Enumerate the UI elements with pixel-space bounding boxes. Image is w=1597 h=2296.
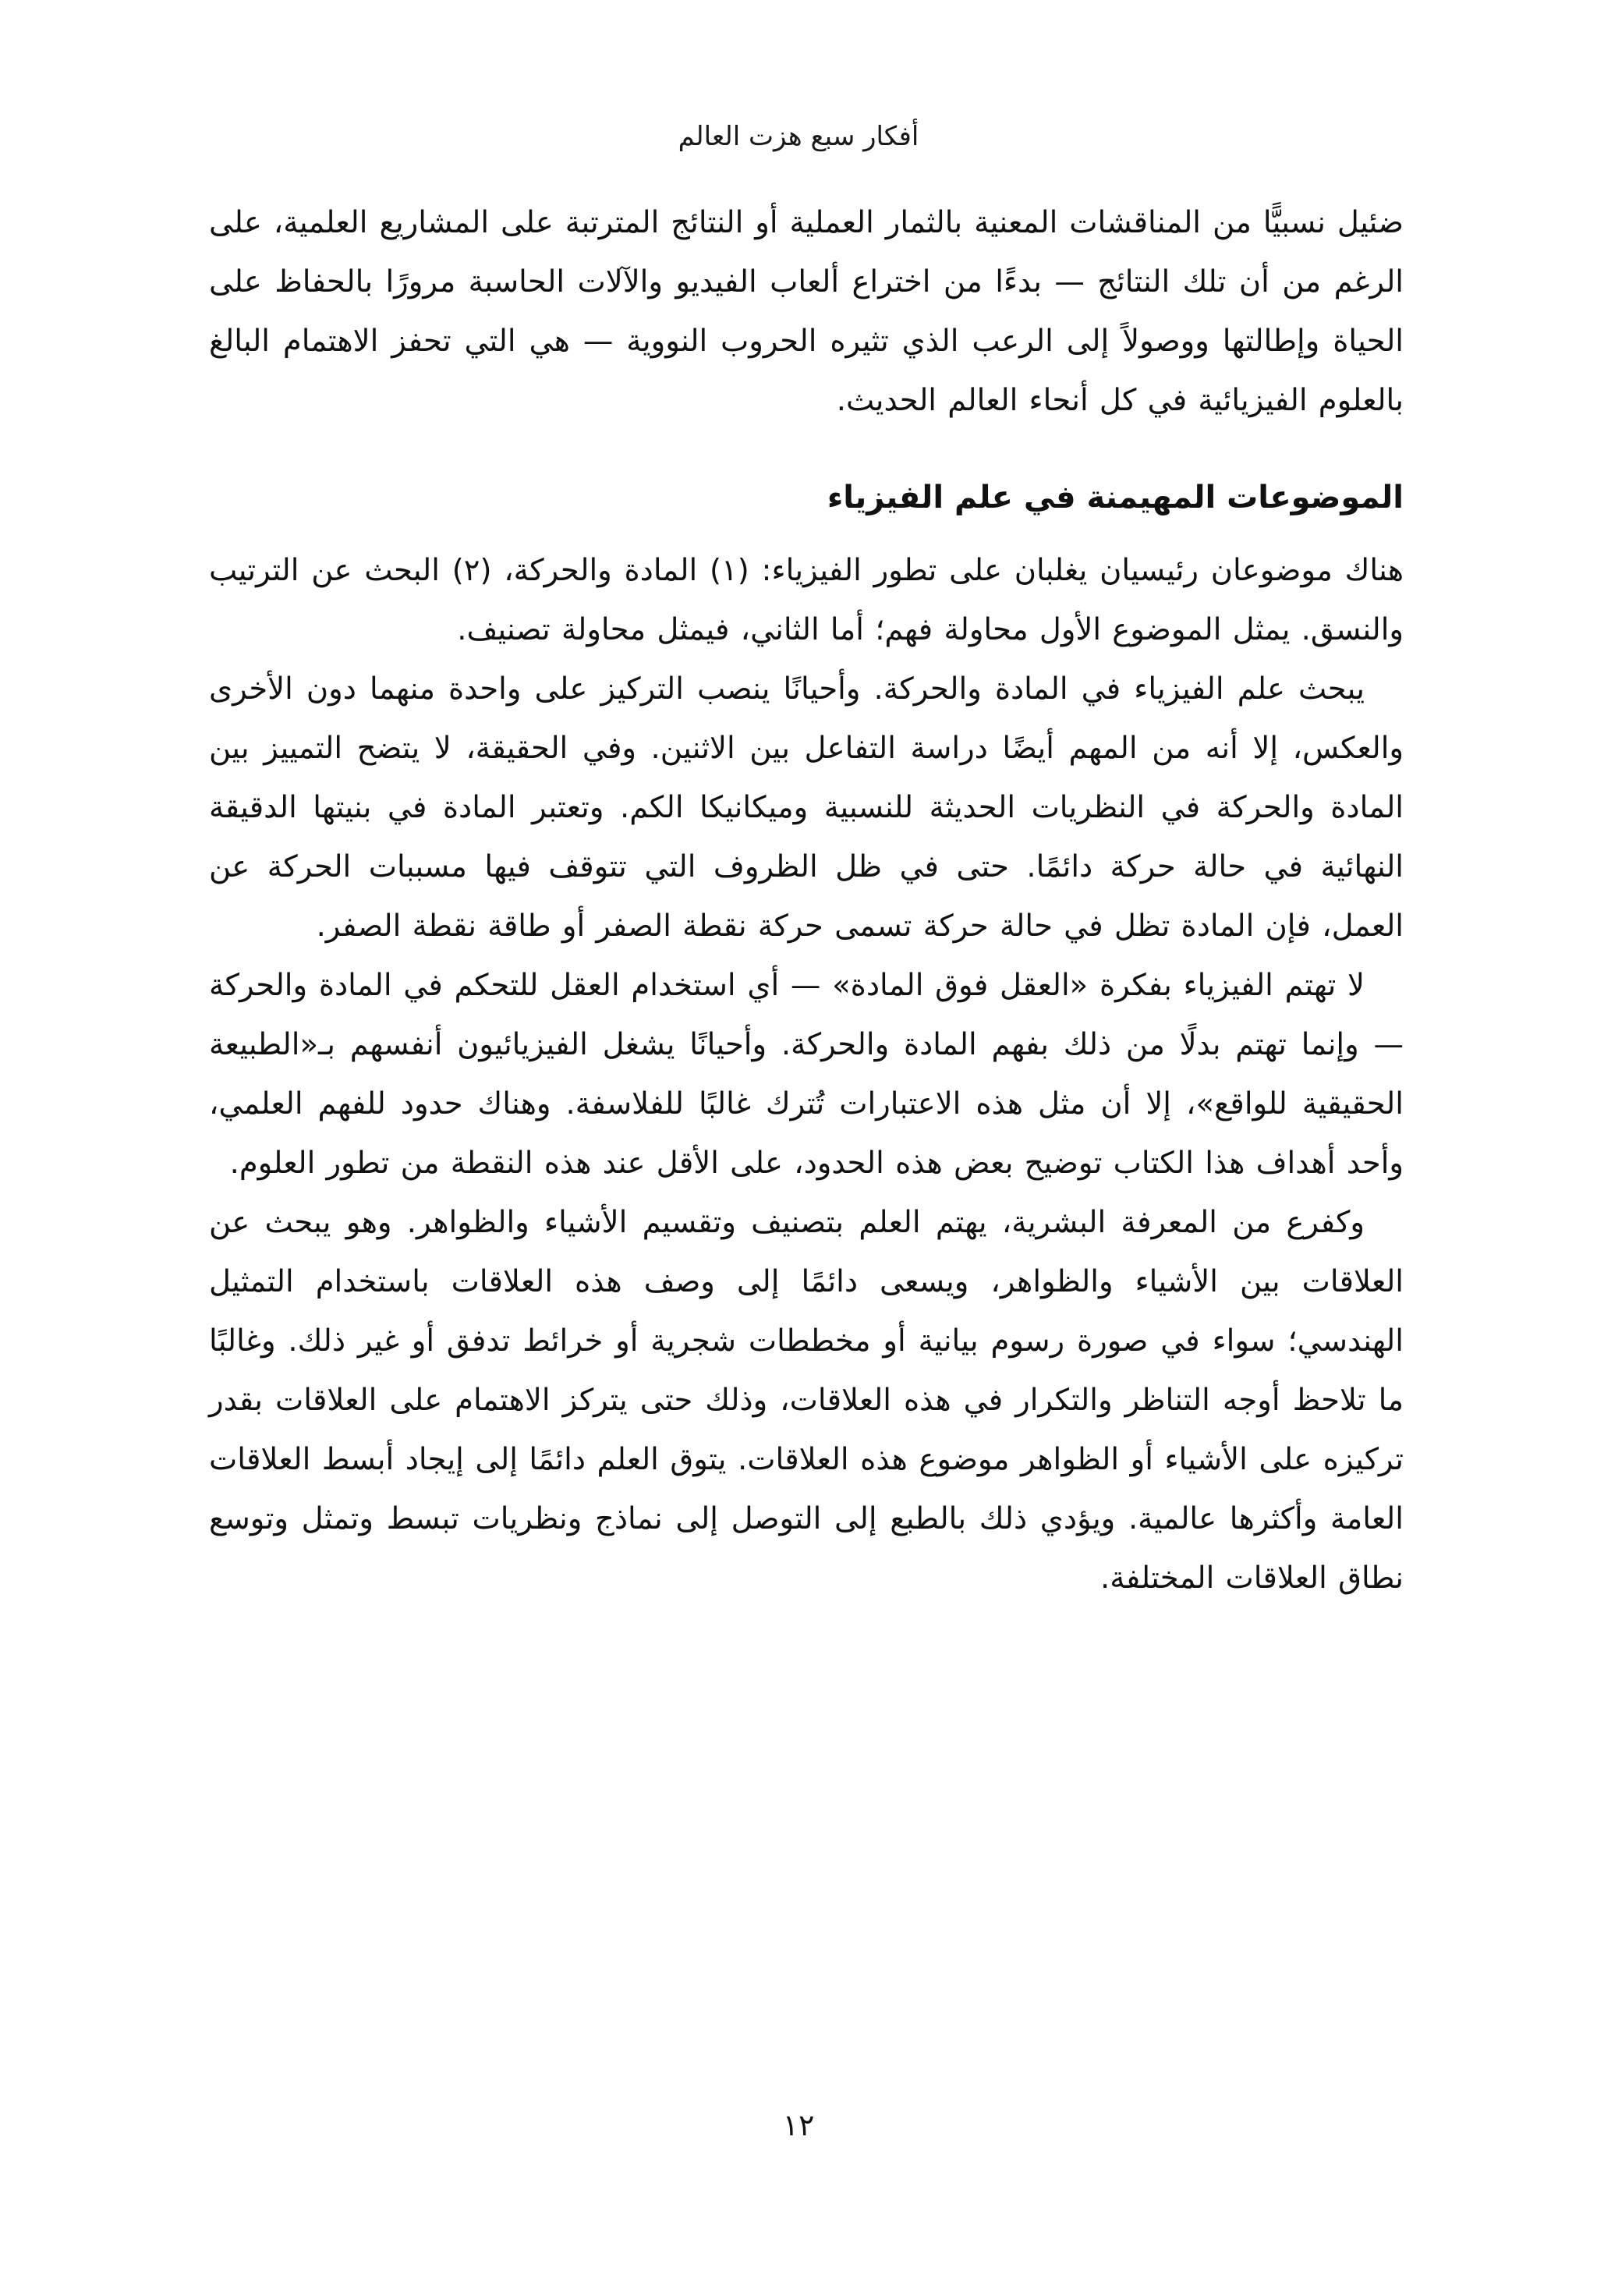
page-body [209, 193, 1404, 1608]
page-number: ١٢ [782, 2108, 815, 2142]
body-paragraph-continued: ضئيل نسبيًّا من المناقشات المعنية بالثمار العملية أو النتائج المترتبة على المشاريع العلمية، على الرغم من أن تلك النتائج — بدءًا من اختراع ألعاب الفيديو والآلات الحاسبة مرورًا بالحفاظ على الحياة وإطالتها ووصولاً إلى الرعب الذي تثيره الحروب النووية — هي التي تحفز الاهتمام البالغ بالعلوم الفيزيائية في كل أنحاء العالم الحديث. [209, 205, 1404, 418]
body-paragraph: يبحث علم الفيزياء في المادة والحركة. وأحيانًا ينصب التركيز على واحدة منهما دون الأخرى والعكس، إلا أنه من المهم أيضًا دراسة التفاعل بين الاثنين. وفي الحقيقة، لا يتضح التمييز بين المادة والحركة في النظريات الحديثة للنسبية وميكانيكا الكم. وتعتبر المادة في بنيتها الدقيقة النهائية في حالة حركة دائمًا. حتى في ظل الظروف التي تتوقف فيها مسببات الحركة عن العمل، فإن المادة تظل في حالة حركة تسمى حركة نقطة الصفر أو طاقة نقطة الصفر. [209, 671, 1404, 944]
running-header-title: أفكار سبع هزت العالم [678, 121, 919, 152]
body-paragraph: هناك موضوعان رئيسيان يغلبان على تطور الفيزياء: (١) المادة والحركة، (٢) البحث عن الترتيب والنسق. يمثل الموضوع الأول محاولة فهم؛ أما الثاني، فيمثل محاولة تصنيف. [209, 553, 1404, 647]
section-heading: الموضوعات المهيمنة في علم الفيزياء [827, 480, 1404, 516]
body-paragraph: وكفرع من المعرفة البشرية، يهتم العلم بتصنيف وتقسيم الأشياء والظواهر. وهو يبحث عن العلاقات بين الأشياء والظواهر، ويسعى دائمًا إلى وصف هذه العلاقات باستخدام التمثيل الهندسي؛ سواء في صورة رسوم بيانية أو مخططات شجرية أو خرائط تدفق أو غير ذلك. وغالبًا ما تلاحظ أوجه التناظر والتكرار في هذه العلاقات، وذلك حتى يتركز الاهتمام على العلاقات بقدر تركيزه على الأشياء أو الظواهر موضوع هذه العلاقات. يتوق العلم دائمًا إلى إيجاد أبسط العلاقات العامة وأكثرها عالمية. ويؤدي ذلك بالطبع إلى التوصل إلى نماذج ونظريات تبسط وتمثل وتوسع نطاق العلاقات المختلفة. [209, 1205, 1404, 1596]
body-paragraph: لا تهتم الفيزياء بفكرة «العقل فوق المادة» — أي استخدام العقل للتحكم في المادة والحركة — وإنما تهتم بدلًا من ذلك بفهم المادة والحركة. وأحيانًا يشغل الفيزيائيون أنفسهم بـ«الطبيعة الحقيقية للواقع»، إلا أن مثل هذه الاعتبارات تُترك غالبًا للفلاسفة. وهناك حدود للفهم العلمي، وأحد أهداف هذا الكتاب توضيح بعض هذه الحدود، على الأقل عند هذه النقطة من تطور العلوم. [209, 968, 1404, 1181]
